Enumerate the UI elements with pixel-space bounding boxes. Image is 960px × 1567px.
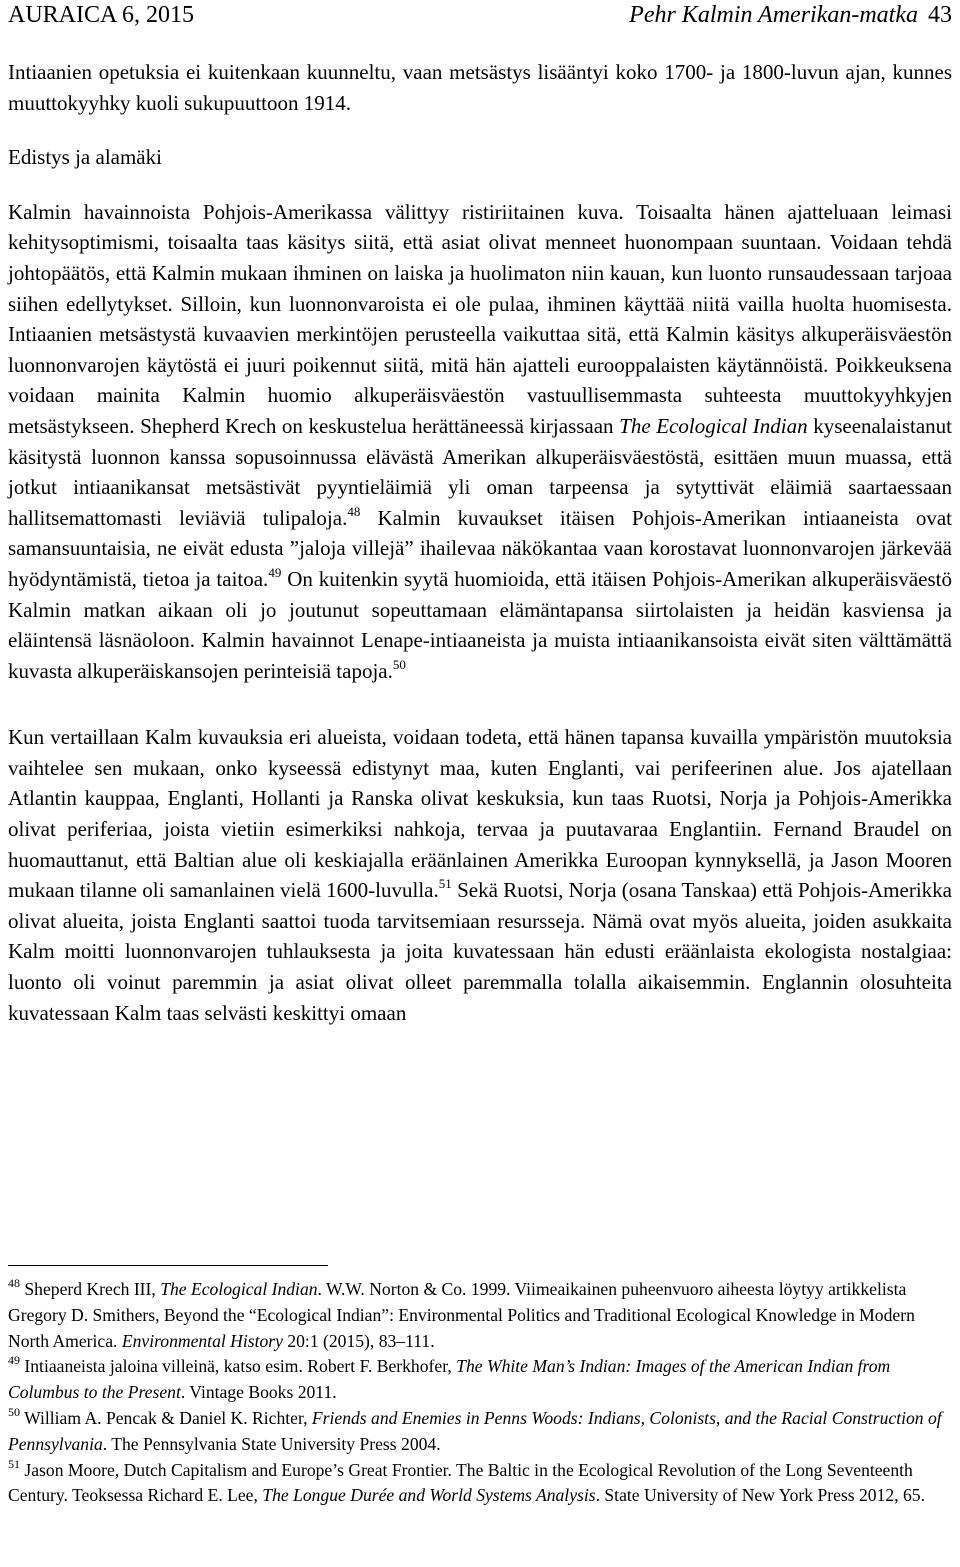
footnote-ref-49[interactable]: 49 <box>268 564 282 580</box>
footnote-text: Jason Moore, Dutch Capitalism and Europe’s Great Frontier. The Baltic in the Ecological Revolution of the Long Seventeenth Century. Teoksessa Richard E. Lee, <box>8 1459 913 1506</box>
p2-text-a: Kun vertaillaan Kalm kuvauksia eri alueista, voidaan todeta, että hänen tapansa kuvailla ympäristön muutoksia vaihtelee sen mukaan, onko kyseessä edistynyt maa, kuten Englanti, vai perifeerinen alue. Jos ajatellaan Atlantin kauppaa, Englanti, Hollanti ja Ranska olivat keskuksia, kun taas Ruotsi, Norja ja Pohjois-Amerikka olivat periferiaa, joista vietiin esimerkiksi nahkoja, tervaa ja puutavaraa Englantiin. Fernand Braudel on huomauttanut, että Baltian alue oli keskiajalla eräänlainen Amerikka Euroopan kynnyksellä, ja Jason Mooren mukaan tilanne oli samanlainen vielä 1600-luvulla. <box>8 725 952 903</box>
paragraph-2 <box>8 722 952 1028</box>
footnote-italic: The Ecological Indian <box>160 1279 318 1299</box>
footnote-number: 49 <box>8 1353 20 1368</box>
journal-title: AURAICA 6, 2015 <box>8 2 195 28</box>
footnote-number: 51 <box>8 1456 20 1471</box>
lead-paragraph: Intiaanien opetuksia ei kuitenkaan kuunneltu, vaan metsästys lisääntyi koko 1700- ja 1800-luvun ajan, kunnes muuttokyyhky kuoli sukupuuttoon 1914. <box>8 60 952 115</box>
running-header <box>8 0 952 30</box>
article-title: Pehr Kalmin Amerikan-matka <box>629 2 918 28</box>
header-right <box>629 0 952 30</box>
p2-text-b: Sekä Ruotsi, Norja (osana Tanskaa) että Pohjois-Amerikka olivat alueita, joista Englanti saattoi tuoda tarvitsemiaan resursseja. Nämä ovat myös alueita, joiden asukkaita Kalm moitti luonnonvarojen tuhlauksesta ja joita kuvatessaan hän edusti eräänlaista ekologista nostalgiaa: luonto oli voinut paremmin ja asiat olivat olleet paremmalla tolalla aikaisemmin. Englannin olosuhteita kuvatessaan Kalm taas selvästi keskittyi omaan <box>8 878 952 1025</box>
footnote-italic: Friends and Enemies in Penns Woods: Indians, Colonists, and the Racial Construction of Pennsylvania <box>8 1407 942 1454</box>
footnote-ref-51[interactable]: 51 <box>438 876 452 892</box>
footnotes <box>8 1277 952 1509</box>
footnote-text: . Vintage Books 2011. <box>180 1382 337 1403</box>
footnote-italic: The Longue Durée and World Systems Analysis <box>262 1485 596 1506</box>
p1-text-c: Kalmin kuvaukset itäisen Pohjois-Amerikan intiaaneista ovat samansuuntaisia, ne eivät edusta ”jaloja villejä” ihailevaa näkökantaa vaan korostavat luonnonvarojen järkevää hyödyntämistä, tietoa ja taitoa. <box>8 505 952 591</box>
footnote-ref-50[interactable]: 50 <box>392 656 406 672</box>
p1-text-a: Kalmin havainnoista Pohjois-Amerikassa välittyy ristiriitainen kuva. Toisaalta hänen ajatteluaan leimasi kehitysoptimismi, toisaalta taas käsitys siitä, että asiat olivat menneet huonompaan suuntaan. Voidaan tehdä johtopäätös, että Kalmin mukaan ihminen on laiska ja huolimaton niin kauan, kun luonto runsaudessaan tarjoaa siihen edellytykset. Silloin, kun luonnonvaroista ei ole pulaa, ihminen käyttää niitä vailla huolta huomisesta. Intiaanien metsästystä kuvaavien merkintöjen perusteella vaikuttaa sitä, että Kalmin käsitys alkuperäisväestön luonnonvarojen käytöstä ei juuri poikennut siitä, mitä hän ajatteli eurooppalaisten käytännöistä. Poikkeuksena voidaan mainita Kalmin huomio alkuperäisväestön vastuullisemmasta suhteesta muuttokyyhkyjen metsästykseen. Shepherd Krech on keskustelua herättäneessä kirjassaan <box>8 199 952 438</box>
footnote-text: . W.W. Norton & Co. 1999. Viimeaikainen puheenvuoro aiheesta löytyy artikkelista Gregory D. Smithers, Beyond the “Ecological Indian”: Environmental Politics and Traditional Ecological Knowledge in Modern North America. <box>8 1279 915 1351</box>
footnote-51 <box>8 1458 952 1510</box>
footnote-50 <box>8 1406 952 1458</box>
footnote-text: William A. Pencak & Daniel K. Richter, <box>20 1407 312 1428</box>
footnote-ref-48[interactable]: 48 <box>347 503 361 519</box>
footnote-italic: Environmental History <box>121 1330 283 1351</box>
footnote-49 <box>8 1354 952 1406</box>
p1-text-d: On kuitenkin syytä huomioida, että itäisen Pohjois-Amerikan alkuperäisväestö Kalmin matkan aikaan oli jo joutunut sopeuttamaan elämäntapansa siirtolaisten ja heidän kasviensa ja eläintensä läsnäoloon. Kalmin havainnot Lenape-intiaaneista ja muista intiaanikansoista eivät siten välttämättä kuvasta alkuperäiskansojen perinteisiä tapoja. <box>8 566 952 683</box>
footnote-text: 20:1 (2015), 83–111. <box>282 1330 435 1351</box>
body-text <box>8 57 952 1028</box>
footnote-number: 48 <box>8 1276 20 1290</box>
p1-book-title: The Ecological Indian <box>619 413 808 438</box>
footnote-text: . State University of New York Press 2012, 65. <box>595 1485 925 1506</box>
footnote-number: 50 <box>8 1404 20 1419</box>
paragraph-1 <box>8 197 952 687</box>
footnote-text: Sheperd Krech III, <box>20 1279 161 1299</box>
page-number: 43 <box>928 2 952 28</box>
footnote-text: Intiaaneista jaloina villeinä, katso esim. Robert F. Berkhofer, <box>20 1356 457 1377</box>
section-heading: Edistys ja alamäki <box>8 145 162 170</box>
p1-text-b: kyseenalaistanut käsitystä luonnon kanssa sopusoinnussa elävästä Amerikan alkuperäisväestöstä, esittäen muun muassa, että jotkut intiaanikansat metsästivät pyyntieläimiä yli oman tarpeensa ja sytyttivät eläimiä saartaessaan hallitsemattomasti leviäviä tulipaloja. <box>8 413 952 530</box>
footnote-text: . The Pennsylvania State University Press 2004. <box>102 1433 441 1454</box>
footnote-divider <box>8 1265 328 1266</box>
footnote-48 <box>8 1277 952 1354</box>
footnote-italic: The White Man’s Indian: Images of the American Indian from Columbus to the Present <box>8 1356 891 1403</box>
